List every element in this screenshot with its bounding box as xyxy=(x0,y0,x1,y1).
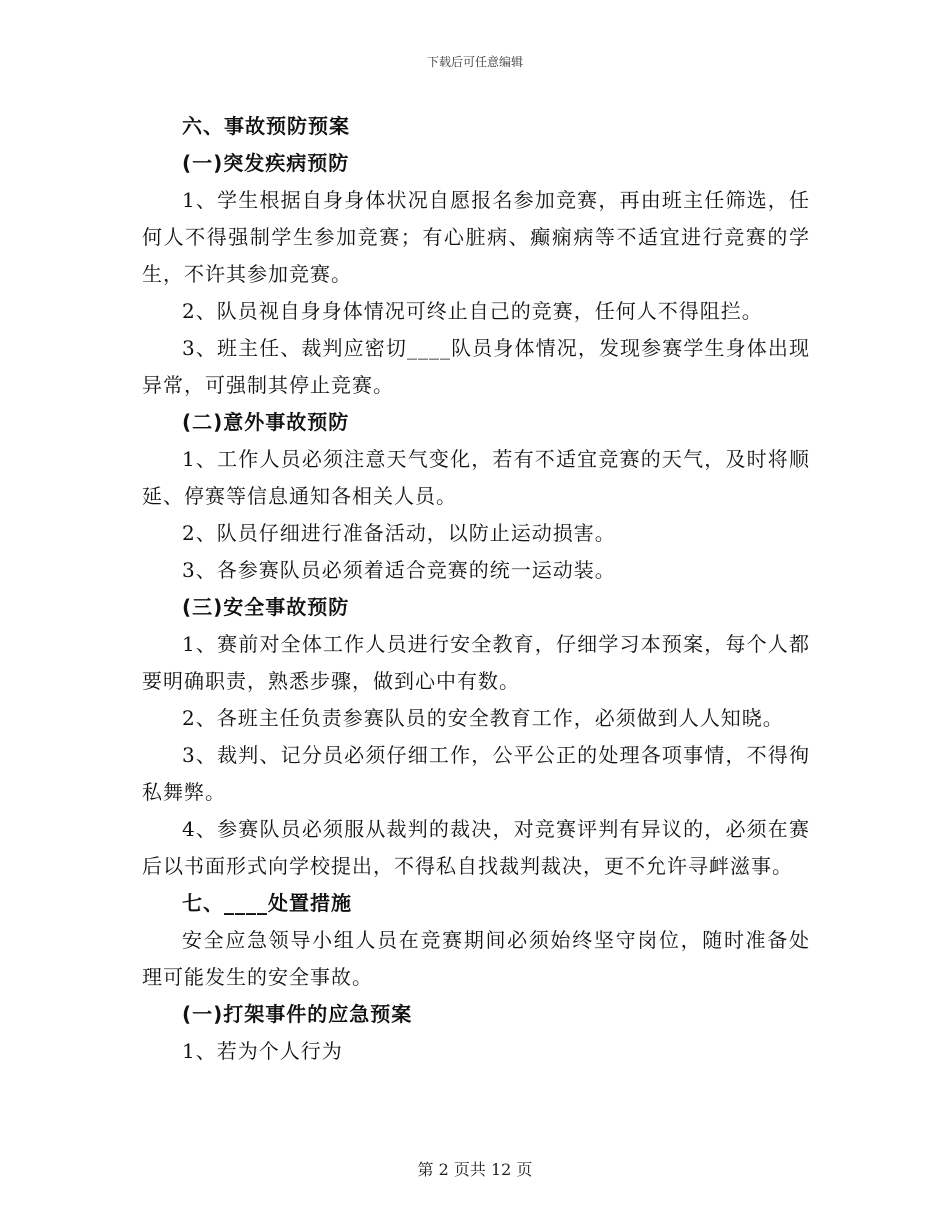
page-footer: 第 2 页共 12 页 xyxy=(417,1160,533,1179)
paragraph: 4、参赛队员必须服从裁判的裁决，对竞赛评判有异议的，必须在赛后以书面形式向学校提出，不得私自找裁判裁决，更不允许寻衅滋事。 xyxy=(142,817,810,878)
document-body xyxy=(142,108,810,1070)
paragraph: 1、若为个人行为 xyxy=(182,1039,343,1063)
subsection-heading: (一)打架事件的应急预案 xyxy=(182,1002,413,1026)
paragraph: 3、班主任、裁判应密切____队员身体情况，发现参赛学生身体出现异常，可强制其停止竞赛。 xyxy=(142,336,810,397)
paragraph: 安全应急领导小组人员在竞赛期间必须始终坚守岗位，随时准备处理可能发生的安全事故。 xyxy=(142,928,810,989)
section-heading: 七、____处置措施 xyxy=(182,891,352,915)
subsection-heading: (二)意外事故预防 xyxy=(182,410,350,434)
section-heading: 六、事故预防预案 xyxy=(182,114,350,138)
paragraph: 3、各参赛队员必须着适合竞赛的统一运动装。 xyxy=(182,558,616,582)
paragraph: 2、各班主任负责参赛队员的安全教育工作，必须做到人人知晓。 xyxy=(182,706,784,730)
paragraph: 1、赛前对全体工作人员进行安全教育，仔细学习本预案，每个人都要明确职责，熟悉步骤，做到心中有数。 xyxy=(142,632,810,693)
page-header: 下载后可任意编辑 xyxy=(426,55,523,69)
subsection-heading: (三)安全事故预防 xyxy=(182,595,350,619)
subsection-heading: (一)突发疾病预防 xyxy=(182,151,350,175)
paragraph: 1、学生根据自身身体状况自愿报名参加竞赛，再由班主任筛选，任何人不得强制学生参加竞赛；有心脏病、癫痫病等不适宜进行竞赛的学生，不许其参加竞赛。 xyxy=(142,188,810,286)
paragraph: 2、队员视自身身体情况可终止自己的竞赛，任何人不得阻拦。 xyxy=(182,299,763,323)
paragraph: 2、队员仔细进行准备活动，以防止运动损害。 xyxy=(182,521,616,545)
paragraph: 3、裁判、记分员必须仔细工作，公平公正的处理各项事情，不得徇私舞弊。 xyxy=(142,743,810,804)
paragraph: 1、工作人员必须注意天气变化，若有不适宜竞赛的天气，及时将顺延、停赛等信息通知各相关人员。 xyxy=(142,447,810,508)
